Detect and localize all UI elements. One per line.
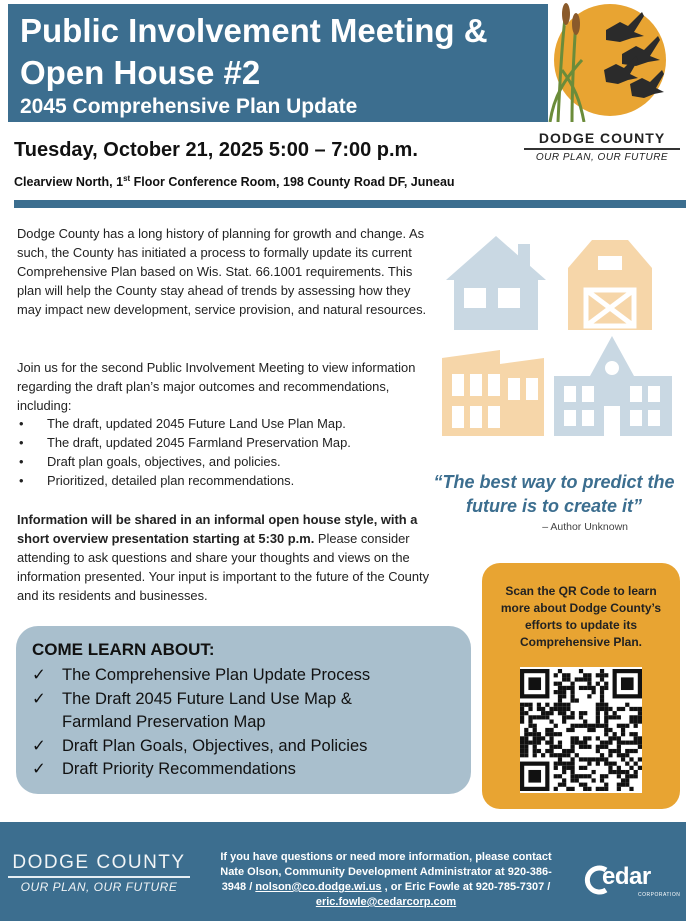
topics-list — [17, 414, 437, 490]
list-item: Farmland Preservation Map — [62, 713, 266, 731]
buildings-illustration — [440, 228, 678, 438]
checkmark-icon: ✓ — [32, 689, 46, 708]
list-item: • The draft, updated 2045 Farmland Preservation Map. — [17, 433, 437, 452]
contact-info: If you have questions or need more information, please contact Nate Olson, Community Development Administrator at 920-386- 3948 / nolson@co.dodge.wi.us , or Eric Fowle at 920-785-7307 / eric.fowle@cedarcorp.com — [220, 851, 552, 908]
cedar-wordmark: edar — [602, 863, 651, 890]
quote-author: – Author Unknown — [542, 521, 628, 533]
join-paragraph: Join us for the second Public Involvement Meeting to view information regarding the draft plan’s major outcomes and recommendations, including: — [17, 360, 416, 413]
list-item: • The draft, updated 2045 Future Land Use Plan Map. — [17, 414, 437, 433]
barn-icon — [568, 240, 652, 330]
geese-sun-illustration — [544, 0, 674, 122]
logo-tagline: OUR PLAN, OUR FUTURE — [535, 152, 669, 163]
list-item: ✓ The Comprehensive Plan Update Process — [32, 664, 370, 688]
intro-paragraph: Dodge County has a long history of planning for growth and change. As such, the County has initiated a process to formally update its current Comprehensive Plan based on Wis. Stat. 66.1001 requirements. This plan will help the County stay ahead of trends by assessing how they may impact new development, service provision, and natural resources. — [17, 226, 427, 317]
footer-dodge-county-logo — [4, 852, 194, 894]
learn-title: COME LEARN ABOUT: — [32, 640, 215, 659]
email-link-nolson[interactable]: nolson@co.dodge.wi.us — [255, 881, 382, 893]
learn-about-box — [16, 626, 471, 794]
footer-logo-name: DODGE COUNTY — [12, 852, 186, 873]
qr-code-icon[interactable] — [520, 667, 642, 793]
footer-logo-tagline: OUR PLAN, OUR FUTURE — [20, 880, 178, 894]
list-item: ✓ The Draft 2045 Future Land Use Map & — [32, 688, 370, 712]
event-location: Clearview North, 1st Floor Conference Room, 198 County Road DF, Juneau — [14, 174, 455, 190]
list-item: • Draft plan goals, objectives, and policies. — [17, 452, 437, 471]
email-link-efowle[interactable]: eric.fowle@cedarcorp.com — [315, 896, 457, 908]
list-item: ✓ Draft Priority Recommendations — [32, 758, 370, 782]
list-item: ✓ Draft Plan Goals, Objectives, and Policies — [32, 735, 370, 759]
checkmark-icon: ✓ — [32, 666, 46, 684]
section-divider — [14, 200, 686, 208]
footer — [0, 822, 686, 921]
open-house-paragraph: Information will be shared in an informal open house style, with a short overview presentation starting at 5:30 p.m. Please consider attending to ask questions and share your thoughts and views on the information presented. Your input is important to the future of the County and its residents and businesses. — [17, 512, 430, 603]
quote: “The best way to predict the future is to create it” — [433, 472, 675, 516]
page-title-line1: Public Involvement Meeting & — [20, 12, 488, 49]
qr-instructions: Scan the QR Code to learn more about Dodge County’s efforts to update its Comprehensive Plan. — [500, 584, 662, 649]
checkmark-icon: ✓ — [32, 760, 46, 778]
dodge-county-logo — [522, 130, 682, 163]
cedar-subtext: CORPORATION — [638, 892, 681, 898]
cedar-logo — [584, 862, 680, 902]
qr-callout — [482, 563, 680, 809]
logo-name: DODGE COUNTY — [538, 130, 666, 146]
event-date-time: Tuesday, October 21, 2025 5:00 – 7:00 p.m. — [14, 139, 418, 161]
page-subtitle: 2045 Comprehensive Plan Update — [20, 95, 358, 118]
header — [0, 0, 686, 123]
house-icon — [446, 236, 546, 330]
learn-list — [32, 664, 370, 782]
page-title-line2: Open House #2 — [20, 54, 261, 91]
list-item: • Prioritized, detailed plan recommendations. — [17, 471, 437, 490]
checkmark-icon: ✓ — [32, 736, 46, 755]
